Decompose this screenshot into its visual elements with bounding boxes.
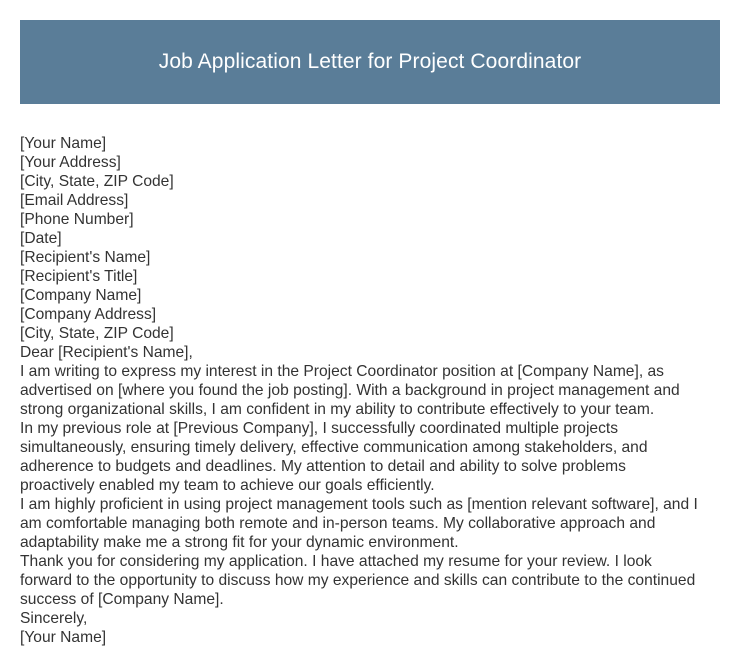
letter-body xyxy=(20,134,722,647)
letter-header-banner xyxy=(20,20,720,104)
paragraph-line: simultaneously, ensuring timely delivery, effective communication among stakeholders, and xyxy=(20,439,648,456)
closing: Sincerely, xyxy=(20,610,88,627)
recipient-city-state-zip: [City, State, ZIP Code] xyxy=(20,325,174,342)
paragraph-line: Thank you for considering my application. I have attached my resume for your review. I look xyxy=(20,553,652,570)
page-title: Job Application Letter for Project Coordinator xyxy=(158,50,582,73)
paragraph-experience xyxy=(20,419,722,495)
paragraph-line: forward to the opportunity to discuss how my experience and skills can contribute to the continued xyxy=(20,572,696,589)
salutation: Dear [Recipient's Name], xyxy=(20,344,193,361)
recipient-name: [Recipient's Name] xyxy=(20,249,151,266)
letter-date: [Date] xyxy=(20,230,62,247)
sender-city-state-zip: [City, State, ZIP Code] xyxy=(20,173,174,190)
paragraph-skills xyxy=(20,495,722,552)
recipient-title: [Recipient's Title] xyxy=(20,268,138,285)
sender-address: [Your Address] xyxy=(20,154,121,171)
paragraph-line: strong organizational skills, I am confident in my ability to contribute effectively to your team. xyxy=(20,401,655,418)
paragraph-line: I am writing to express my interest in the Project Coordinator position at [Company Name], as xyxy=(20,363,664,380)
paragraph-line: I am highly proficient in using project management tools such as [mention relevant software], and I xyxy=(20,496,698,513)
paragraph-line: proactively enabled my team to achieve our goals efficiently. xyxy=(20,477,435,494)
paragraph-line: adherence to budgets and deadlines. My attention to detail and ability to solve problems xyxy=(20,458,626,475)
paragraph-closing xyxy=(20,552,722,609)
paragraph-line: advertised on [where you found the job posting]. With a background in project management and xyxy=(20,382,680,399)
paragraph-intro xyxy=(20,362,722,419)
sender-name: [Your Name] xyxy=(20,135,107,152)
sender-phone: [Phone Number] xyxy=(20,211,134,228)
paragraph-line: adaptability make me a strong fit for your dynamic environment. xyxy=(20,534,459,551)
paragraph-line: am comfortable managing both remote and in-person teams. My collaborative approach and xyxy=(20,515,656,532)
recipient-company-address: [Company Address] xyxy=(20,306,157,323)
paragraph-line: success of [Company Name]. xyxy=(20,591,224,608)
recipient-company: [Company Name] xyxy=(20,287,142,304)
sender-email: [Email Address] xyxy=(20,192,129,209)
signature-name: [Your Name] xyxy=(20,629,107,646)
paragraph-line: In my previous role at [Previous Company], I successfully coordinated multiple projects xyxy=(20,420,619,437)
